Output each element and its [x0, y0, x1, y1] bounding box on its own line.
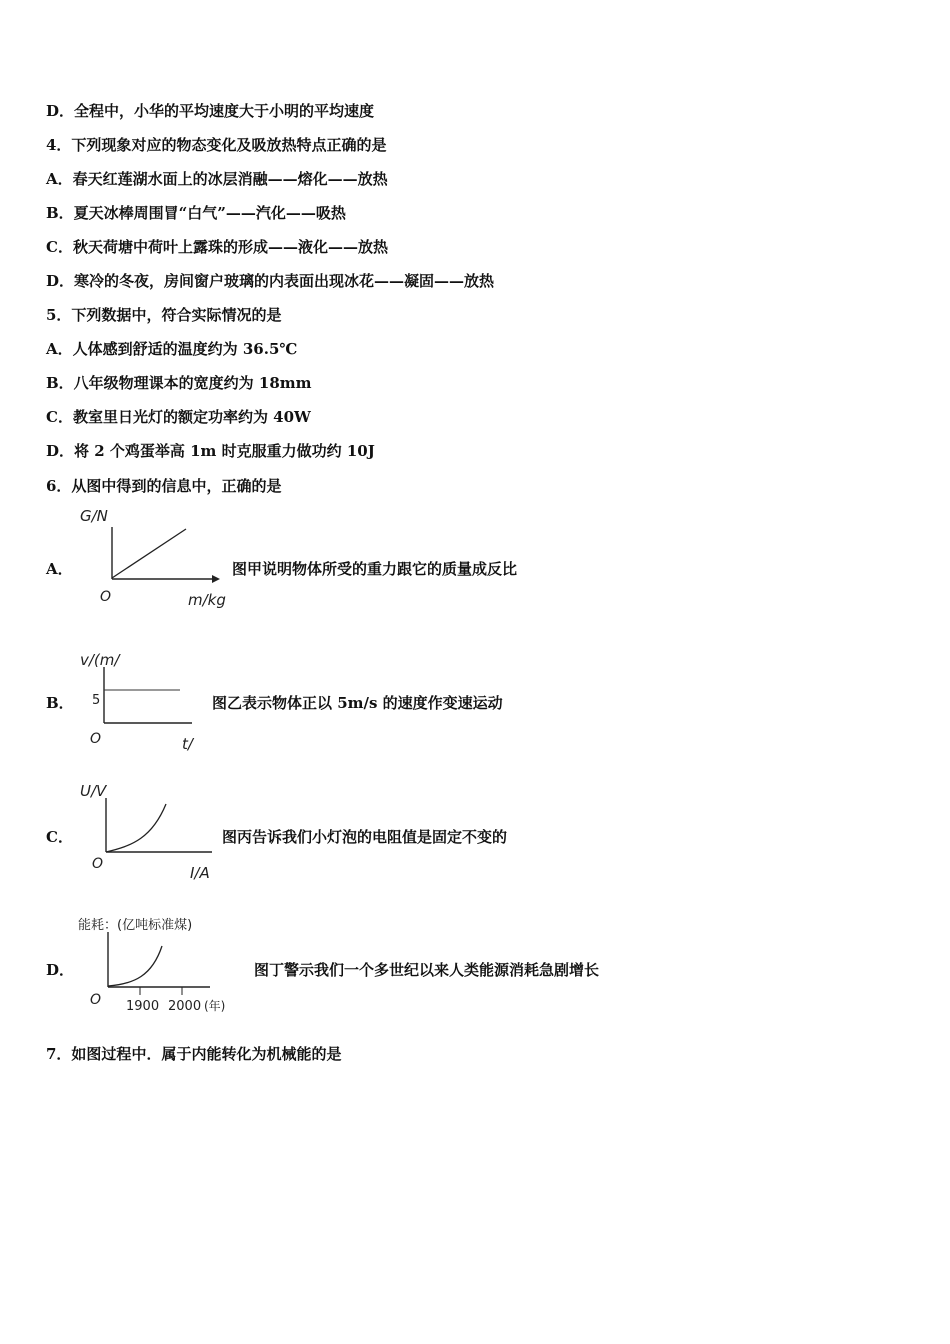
- q4-option-d: D．寒冷的冬夜，房间窗户玻璃的内表面出现冰花——凝固——放热: [46, 272, 495, 290]
- q6-option-c-text: 图丙告诉我们小灯泡的电阻值是固定不变的: [222, 828, 508, 846]
- graph-energy-consumption: [72, 912, 262, 1020]
- q6-option-c-letter: C．: [46, 828, 73, 846]
- graph-gravity-mass: [72, 505, 242, 615]
- x-axis-label: m/kg: [188, 591, 226, 609]
- q4-option-a: A．春天红莲湖水面上的冰层消融——熔化——放热: [46, 170, 388, 188]
- growth-curve: [108, 946, 162, 986]
- q4-option-b: B．夏天冰棒周围冒“白气”——汽化——吸热: [46, 204, 346, 222]
- y-axis-label: U/V: [80, 782, 107, 800]
- q5-option-a: A．人体感到舒适的温度约为 36.5℃: [46, 340, 298, 358]
- q5-option-b: B．八年级物理课本的宽度约为 18mm: [46, 374, 312, 392]
- origin-label: O: [92, 856, 104, 872]
- graph-voltage-current: [72, 778, 242, 888]
- proportional-line: [112, 529, 186, 578]
- x-axis-arrow: [212, 575, 220, 583]
- x-axis-label: t/: [182, 735, 193, 753]
- graph-velocity-time: [72, 645, 222, 755]
- q5-option-d: D．将 2 个鸡蛋举高 1m 时克服重力做功约 10J: [46, 442, 375, 460]
- x-tick-2000: 2000: [168, 999, 202, 1014]
- question-6: 6．从图中得到的信息中，正确的是: [46, 477, 282, 495]
- q6-option-a-letter: A．: [46, 560, 73, 578]
- origin-label: O: [90, 992, 102, 1008]
- y-axis-label: v/(m/: [80, 651, 120, 669]
- question-5: 5．下列数据中，符合实际情况的是: [46, 306, 282, 324]
- x-tick-1900: 1900: [126, 999, 160, 1014]
- x-axis-label: I/A: [190, 864, 210, 882]
- y-axis-label: 能耗：(亿吨标准煤): [78, 918, 193, 933]
- nonlinear-curve: [106, 804, 166, 852]
- origin-label: O: [100, 589, 112, 605]
- y-axis-label: G/N: [80, 507, 108, 525]
- q6-option-d-text: 图丁警示我们一个多世纪以来人类能源消耗急剧增长: [254, 961, 600, 979]
- y-tick-5: 5: [92, 693, 101, 708]
- question-4: 4．下列现象对应的物态变化及吸放热特点正确的是: [46, 136, 387, 154]
- q3-option-d: D．全程中，小华的平均速度大于小明的平均速度: [46, 102, 375, 120]
- origin-label: O: [90, 731, 102, 747]
- question-7: 7．如图过程中．属于内能转化为机械能的是: [46, 1045, 342, 1063]
- q4-option-c: C．秋天荷塘中荷叶上露珠的形成——液化——放热: [46, 238, 388, 256]
- x-axis-unit: (年): [204, 999, 226, 1013]
- q6-option-a-text: 图甲说明物体所受的重力跟它的质量成反比: [232, 560, 518, 578]
- q6-option-d-letter: D．: [46, 961, 75, 979]
- q6-option-b-text: 图乙表示物体正以 5m/s 的速度作变速运动: [212, 694, 503, 712]
- q6-option-b-letter: B．: [46, 694, 74, 712]
- q5-option-c: C．教室里日光灯的额定功率约为 40W: [46, 408, 311, 426]
